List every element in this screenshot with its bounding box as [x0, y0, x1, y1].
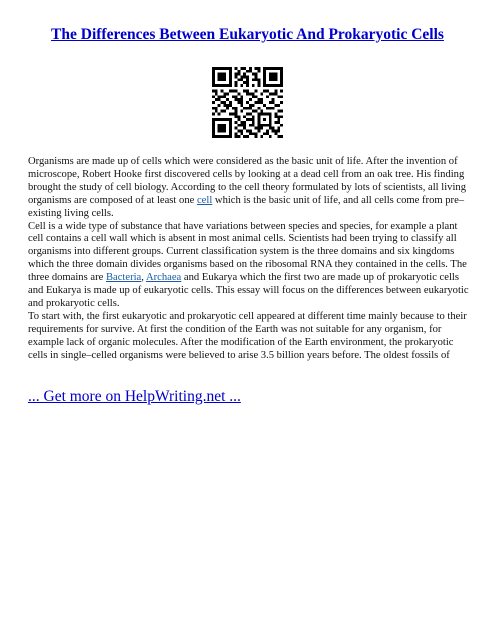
bacteria-link[interactable]: Bacteria — [105, 272, 142, 284]
document-title — [0, 26, 495, 44]
qr-code-icon — [212, 67, 283, 138]
paragraph-2 — [28, 221, 470, 311]
paragraph-1-text-a: Organisms are made up of cells which were considered as the basic unit of life. After the invention of microscope, Robert Hooke first discovered cells by looking at a dead cell from an oak tree. His finding brought the study of cell biology. According to the cell theory formulated by lots of scientists, all living organisms are composed of at least one — [28, 156, 466, 206]
paragraph-1 — [28, 156, 470, 221]
paragraph-1-text-b: which is the basic unit of life, and all cells come from pre–existing living cells. — [28, 194, 465, 219]
paragraph-2-text-b: and Eukarya which the first two are made up of prokaryotic cells and Eukarya is made up of eukaryotic cells. This essay will focus on the differences between eukaryotic and prokaryotic cells. — [28, 272, 469, 309]
get-more-link[interactable]: ... Get more on HelpWriting.net ... — [28, 388, 241, 405]
archaea-link[interactable]: Archaea — [145, 272, 182, 284]
article-body — [28, 156, 470, 363]
title-link[interactable]: The Differences Between Eukaryotic And Prokaryotic Cells — [51, 26, 444, 43]
paragraph-3: To start with, the first eukaryotic and prokaryotic cell appeared at different time mainly because to their requirements for survive. At first the condition of the Earth was not suitable for any organism, for example lack of organic molecules. After the modification of the Earth environment, the prokaryotic cells in single–celled organisms were believed to arise 3.5 billion years before. The oldest fossils of — [28, 310, 467, 361]
get-more-container — [28, 388, 241, 406]
cell-link[interactable]: cell — [196, 194, 213, 206]
paragraph-2-separator: , — [141, 272, 146, 284]
paragraph-2-text-a: Cell is a wide type of substance that have variations between species and species, for example a plant cell contains a cell wall which is absent in most animal cells. Scientists had been trying to classify all organisms into different groups. Current classification system is the three domains and six kingdoms which the three domain divides organisms based on the ribosomal RNA they contained in the cells. The three domains are — [28, 220, 467, 284]
